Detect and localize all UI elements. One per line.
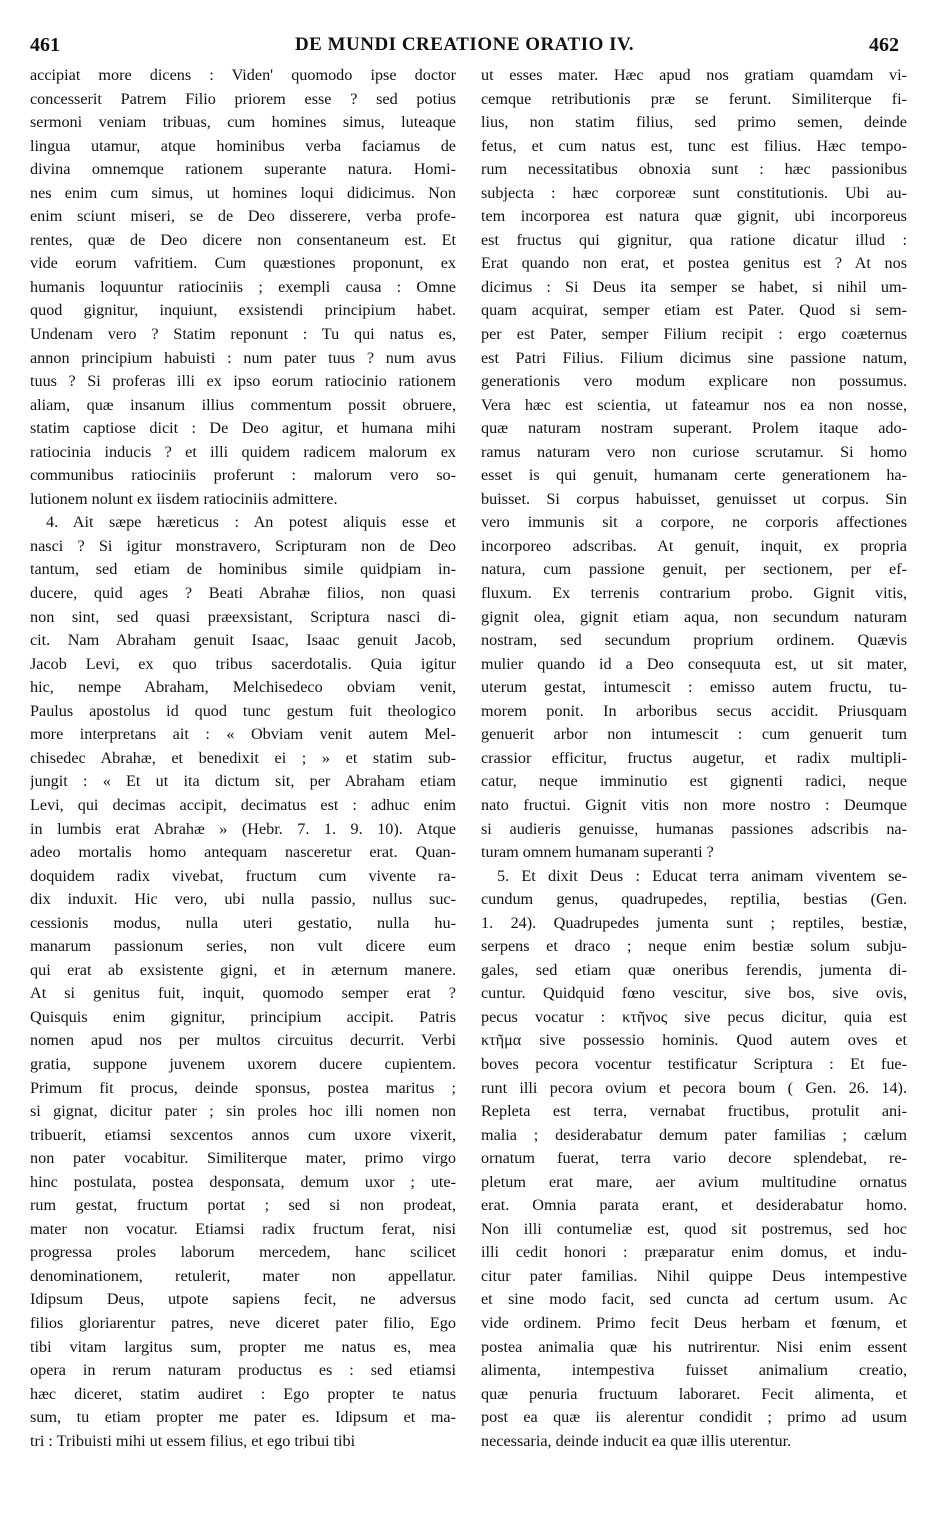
text-line: more interpretans ait : « Obviam venit autem Mel- (30, 725, 456, 744)
text-line: turam omnem humanam superanti ? (481, 843, 714, 862)
text-line: buisset. Si corpus habuisset, genuisset ut corpus. Sin (481, 489, 907, 508)
text-line: tribuerit, etiamsi sexcentos annos cum uxore vixerit, (30, 1125, 456, 1144)
text-line: fetus, et cum natus est, tunc est filius. Hæc tempo- (481, 136, 907, 155)
text-line: 5. Et dixit Deus : Educat terra animam viventem se- (497, 866, 907, 885)
text-line: cemque retributionis præ se ferunt. Similiterque fi- (481, 89, 907, 108)
text-line: nomen apud nos per multos circuitus decurrit. Verbi (30, 1031, 456, 1050)
text-line: Erat quando non erat, et postea genitus est ? At nos (481, 254, 907, 273)
text-line: lius, non statim filius, sed primo semen, deinde (481, 113, 907, 132)
text-line: hæc diceret, statim audiret : Ego propter te natus (30, 1384, 456, 1403)
text-line: rentes, quæ de Deo dicere non consentaneum est. Et (30, 230, 456, 249)
text-line: divina omnemque rationem superante natura. Homi- (30, 160, 456, 179)
text-line: opera in rerum naturam productus es : sed etiamsi (30, 1361, 456, 1380)
text-line: gales, sed etiam quæ oneribus ferendis, jumenta di- (481, 960, 907, 979)
text-line: quæ penuria fructuum laboraret. Fecit alimenta, et (481, 1384, 907, 1403)
text-line: est Patri Filius. Filium dicimus sine passione natum, (481, 348, 907, 367)
text-line: hinc postulata, postea desponsata, demum uxor ; ute- (30, 1172, 456, 1191)
left-text-column (30, 64, 456, 1453)
text-line: alimenta, intempestiva fuisset animalium creatio, (481, 1361, 907, 1380)
text-line: Repleta est terra, vernabat fructibus, protulit ani- (481, 1102, 907, 1121)
text-line: cuntur. Quidquid fœno vescitur, sive bos, sive ovis, (481, 984, 907, 1003)
text-line: quod gignitur, inquiunt, exsistendi principium habet. (30, 301, 456, 320)
text-line: κτῆμα sive possessio hominis. Quod autem oves et (481, 1031, 907, 1050)
right-page-number: 462 (869, 34, 899, 56)
text-line: Primum fit procus, deinde sponsus, postea maritus ; (30, 1078, 456, 1097)
text-line: accipiat more dicens : Viden' quomodo ipse doctor (30, 66, 456, 84)
text-line: Non illi contumeliæ est, quod sit postremus, sed hoc (481, 1219, 907, 1238)
text-line: communibus ratiociniis proferunt : malorum vero so- (30, 466, 456, 485)
text-line: mulier quando id a Deo consequuta est, ut sit mater, (481, 654, 907, 673)
right-text-column (481, 64, 907, 1453)
text-line: in lumbis erat Abrahæ » (Hebr. 7. 1. 9. 10). Atque (30, 819, 456, 838)
text-line: ducere, quid ages ? Beati Abrahæ filios, non quasi (30, 584, 456, 603)
text-line: lutionem nolunt ex iisdem ratiociniis admittere. (30, 489, 338, 508)
text-line: natura, cum passione genuit, per sectionem, per ef- (481, 560, 907, 579)
text-line: vero immunis sit a corpore, ne corporis affectiones (481, 513, 907, 532)
text-line: runt illi pecora ovium et pecora boum ( Gen. 26. 14). (481, 1078, 907, 1097)
text-line: uterum gestat, intumescit : emisso autem fructu, tu- (481, 678, 907, 697)
text-line: est fructus qui gignitur, qua ratione dicatur illud : (481, 230, 907, 249)
text-line: nasci ? Si igitur monstravero, Scripturam non de Deo (30, 536, 456, 555)
text-line: et sine modo facit, sed cuncta ad certum usum. Ac (481, 1290, 907, 1309)
text-line: Jacob Levi, ex quo tribus sacerdotalis. Quia igitur (30, 654, 456, 673)
text-line: Idipsum Deus, utpote sapiens fecit, ne adversus (30, 1290, 456, 1309)
text-line: ornatum fuerat, terra vario decore splendebat, re- (481, 1149, 907, 1168)
text-line: enim sciunt miseri, se de Deo disserere, verba profe- (30, 207, 456, 226)
text-line: necessaria, deinde inducit ea quæ illis uterentur. (481, 1431, 792, 1450)
text-line: si audieris genuisse, humanas passiones adscribis na- (481, 819, 907, 838)
text-line: post ea quæ iis alerentur condidit ; primo ad usum (481, 1408, 907, 1427)
text-line: annon principium habuisti : num pater tuus ? num avus (30, 348, 456, 367)
text-line: subjecta : hæc corporeæ sunt constitutionis. Ubi au- (481, 183, 907, 202)
text-line: mater non vocatur. Etiamsi radix fructum ferat, nisi (30, 1219, 456, 1238)
left-page-number: 461 (30, 34, 60, 56)
text-line: humanis loquuntur ratiociniis ; exempli causa : Omne (30, 277, 456, 296)
text-line: per est Pater, semper Filium recipit : ergo coæternus (481, 325, 907, 344)
text-line: doquidem radix vivebat, fructum cum vivente ra- (30, 866, 456, 885)
text-line: cessionis modus, nulla uteri gestatio, nulla hu- (30, 913, 456, 932)
text-line: illi cedit honori : præparatur enim domus, et indu- (481, 1243, 907, 1262)
text-line: At si genitus fuit, inquit, quomodo semper erat ? (30, 984, 456, 1003)
text-line: erat. Omnia parata erant, et desiderabatur homo. (481, 1196, 907, 1215)
text-line: nato fructui. Gignit vitis non more nostro : Deumque (481, 795, 907, 814)
text-line: postea animalia quæ his nutrirentur. Nisi enim essent (481, 1337, 907, 1356)
text-line: vide ordinem. Primo fecit Deus herbam et fœnum, et (481, 1313, 907, 1332)
text-line: dix induxit. Hic vero, ubi nulla passio, nullus suc- (30, 890, 456, 909)
text-line: catur, neque imminutio est gignenti radici, neque (481, 772, 907, 791)
text-line: filios gloriarentur patres, neve diceret pater filio, Ego (30, 1313, 456, 1332)
text-line: crassior efficitur, fructus augetur, et radix multipli- (481, 748, 907, 767)
text-line: nes enim cum simus, ut homines loqui didicimus. Non (30, 183, 456, 202)
text-line: esset is qui genuit, humanam certe generationem ha- (481, 466, 907, 485)
text-line: lingua utamur, atque hominibus verba faciamus de (30, 136, 456, 155)
text-line: pletum erat mare, aer avium multitudine ornatus (481, 1172, 907, 1191)
text-line: malia ; desiderabatur demum pater familias ; cælum (481, 1125, 907, 1144)
text-line: generationis vero modum explicare non possumus. (481, 372, 907, 391)
text-line: sum, tu etiam propter me pater es. Idipsum et ma- (30, 1408, 456, 1427)
text-line: citur pater familias. Nihil quippe Deus intempestive (481, 1266, 907, 1285)
text-line: jungit : « Et ut ita dictum sit, per Abraham etiam (30, 772, 456, 791)
text-line: non sint, sed quasi præexsistant, Scriptura nasci di- (30, 607, 456, 626)
text-line: 4. Ait sæpe hæreticus : An potest aliquis esse et (46, 513, 456, 532)
text-line: cundum genus, quadrupedes, reptilia, bestias (Gen. (481, 890, 907, 909)
text-line: gratia, suppone juvenem uxorem ducere cupientem. (30, 1054, 456, 1073)
text-line: cit. Nam Abraham genuit Isaac, Isaac genuit Jacob, (30, 631, 456, 650)
text-line: serpens et draco ; neque enim bestiæ solum subju- (481, 937, 907, 956)
text-line: non pater vocabitur. Similiterque mater, primo virgo (30, 1149, 456, 1168)
text-line: tuus ? Si proferas illi ex ipso eorum ratiocinio rationem (30, 372, 456, 391)
text-line: Quisquis enim gignitur, principium accipit. Patris (30, 1007, 456, 1026)
text-line: tantum, sed etiam de hominibus simile quidpiam in- (30, 560, 456, 579)
text-line: hic, nempe Abraham, Melchisedeco obviam venit, (30, 678, 456, 697)
text-line: chisedec Abrahæ, et benedixit ei ; » et statim sub- (30, 748, 456, 767)
text-line: dicimus : Si Deus ita semper se habet, si nihil um- (481, 277, 907, 296)
text-line: si gignat, dicitur pater ; sin proles hoc illi nomen non (30, 1102, 456, 1121)
text-line: ramus naturam vero non curiose scrutamur. Si homo (481, 442, 907, 461)
text-line: genuerit arbor non intumescit : cum genuerit tum (481, 725, 907, 744)
running-title: DE MUNDI CREATIONE ORATIO IV. (294, 34, 635, 55)
text-line: manarum passionum series, non vult dicere eum (30, 937, 456, 956)
text-line: adeo mortalis homo antequam nasceretur erat. Quan- (30, 843, 456, 862)
text-line: aliam, quæ insanum illius commentum possit obruere, (30, 395, 456, 414)
text-line: Paulus apostolus id quod tunc gestum fuit theologico (30, 701, 456, 720)
text-line: fluxum. Ex terrenis contrarium probo. Gignit vitis, (481, 584, 907, 603)
text-line: statim captiose dicit : De Deo agitur, et humana mihi (30, 419, 456, 438)
text-line: tem incorporea est natura quæ gignit, ubi incorporeus (481, 207, 907, 226)
text-line: rum gestat, fructum portat ; sed si non prodeat, (30, 1196, 456, 1215)
running-header (30, 34, 899, 60)
text-line: incorporeo adscribas. At genuit, inquit, ex propria (481, 536, 907, 555)
text-line: rum necessitatibus obnoxia sunt : hæc passionibus (481, 160, 907, 179)
text-line: ut esses mater. Hæc apud nos gratiam quamdam vi- (481, 66, 907, 84)
text-line: vide eorum vafritiem. Cum quæstiones proponunt, ex (30, 254, 456, 273)
text-line: boves pecora vocentur testificatur Scriptura : Et fue- (481, 1054, 907, 1073)
text-line: progressa proles laborum mercedem, hanc scilicet (30, 1243, 456, 1262)
text-line: tri : Tribuisti mihi ut essem filius, et ego tribui tibi (30, 1431, 356, 1450)
text-line: qui erat ab exsistente gigni, et in æternum manere. (30, 960, 456, 979)
text-line: Undenam vero ? Statim reponunt : Tu qui natus es, (30, 325, 456, 344)
text-line: ratiocinia inducis ? et illi quidem radicem malorum ex (30, 442, 456, 461)
text-line: 1. 24). Quadrupedes jumenta sunt ; reptiles, bestiæ, (481, 913, 907, 932)
text-line: denominationem, retulerit, mater non appellatur. (30, 1266, 456, 1285)
text-line: Levi, qui decimas accipit, decimatus est : adhuc enim (30, 795, 456, 814)
text-line: nostram, sed secundum proprium ordinem. Quævis (481, 631, 907, 650)
text-line: sermoni veniam tribuas, cum homines simus, luteaque (30, 113, 456, 132)
text-line: gignit olea, gignit etiam aqua, non secundum naturam (481, 607, 907, 626)
text-line: tibi vitam largitus sum, propter me natus es, mea (30, 1337, 456, 1356)
text-line: concesserit Patrem Filio priorem esse ? sed potius (30, 89, 456, 108)
text-line: morem ponit. In arboribus secus accidit. Priusquam (481, 701, 907, 720)
text-line: quæ naturam nostram superant. Prolem itaque ado- (481, 419, 907, 438)
text-line: pecus vocatur : κτῆνος sive pecus dicitur, quia est (481, 1007, 907, 1026)
text-line: quam acquirat, semper etiam est Pater. Quod si sem- (481, 301, 907, 320)
text-line: Vera hæc est scientia, ut fateamur nos ea non nosse, (481, 395, 907, 414)
